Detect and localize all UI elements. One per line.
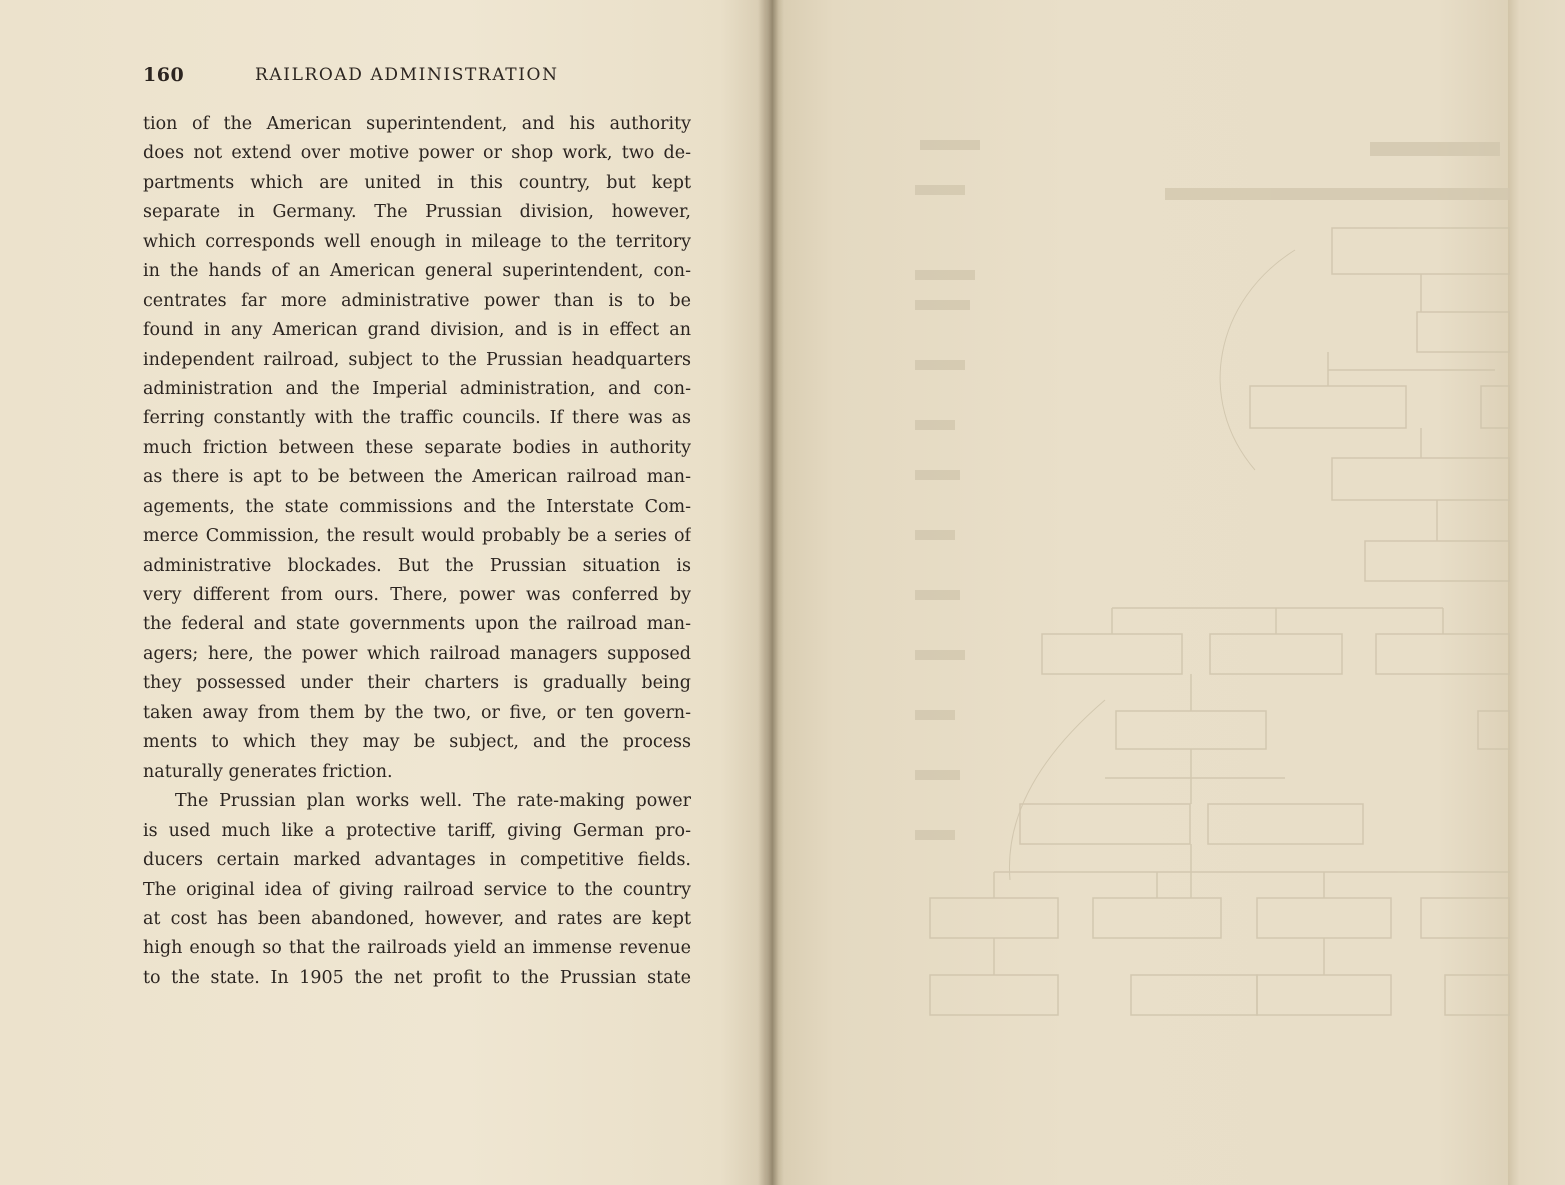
text-line: The Prussian plan works well. The rate-making power bbox=[175, 791, 691, 812]
running-title: RAILROAD ADMINISTRATION bbox=[255, 65, 559, 85]
paragraph bbox=[143, 110, 691, 787]
text-line: at cost has been abandoned, however, and rates are kept bbox=[143, 909, 691, 929]
page-edge bbox=[1508, 0, 1565, 1185]
text-line: ments to which they may be subject, and the process bbox=[143, 732, 691, 753]
text-line: to the state. In 1905 the net profit to the Prussian state bbox=[143, 967, 691, 988]
text-line: independent railroad, subject to the Prussian headquarters bbox=[143, 349, 691, 370]
body-text bbox=[143, 110, 691, 994]
text-line: the federal and state governments upon the railroad man- bbox=[143, 614, 691, 635]
text-line: administration and the Imperial administration, and con- bbox=[143, 378, 691, 399]
text-line: found in any American grand division, and is in effect an bbox=[143, 320, 691, 341]
text-line: separate in Germany. The Prussian division, however, bbox=[143, 202, 691, 223]
text-line: administrative blockades. But the Prussian situation is bbox=[143, 555, 691, 576]
text-line: ferring constantly with the traffic councils. If there was as bbox=[143, 408, 691, 429]
text-line: they possessed under their charters is gradually being bbox=[143, 673, 691, 694]
right-page bbox=[775, 0, 1510, 1185]
text-line: taken away from them by the two, or five, or ten govern- bbox=[143, 702, 691, 723]
text-line: very different from ours. There, power was conferred by bbox=[143, 585, 691, 605]
text-line: agements, the state commissions and the Interstate Com- bbox=[143, 496, 691, 517]
text-line: does not extend over motive power or shop work, two de- bbox=[143, 143, 691, 164]
running-head bbox=[143, 64, 691, 92]
page-number: 160 bbox=[143, 64, 185, 86]
text-line: ducers certain marked advantages in competitive fields. bbox=[143, 850, 691, 871]
book-gutter bbox=[758, 0, 784, 1185]
text-line: which corresponds well enough in mileage to the territory bbox=[143, 231, 691, 252]
text-line: naturally generates friction. bbox=[143, 761, 393, 782]
text-line: is used much like a protective tariff, giving German pro- bbox=[143, 820, 691, 841]
text-line: as there is apt to be between the American railroad man- bbox=[143, 467, 691, 488]
paragraph bbox=[143, 787, 691, 993]
text-line: merce Commission, the result would probably be a series of bbox=[143, 526, 691, 547]
text-line: tion of the American superintendent, and his authority bbox=[143, 114, 691, 134]
text-line: in the hands of an American general superintendent, con- bbox=[143, 261, 691, 282]
text-line: The original idea of giving railroad service to the country bbox=[143, 879, 691, 900]
text-line: partments which are united in this country, but kept bbox=[143, 172, 691, 193]
text-line: centrates far more administrative power than is to be bbox=[143, 290, 691, 311]
text-line: high enough so that the railroads yield an immense revenue bbox=[143, 938, 691, 959]
text-line: much friction between these separate bodies in authority bbox=[143, 437, 691, 458]
text-line: agers; here, the power which railroad managers supposed bbox=[143, 643, 691, 664]
